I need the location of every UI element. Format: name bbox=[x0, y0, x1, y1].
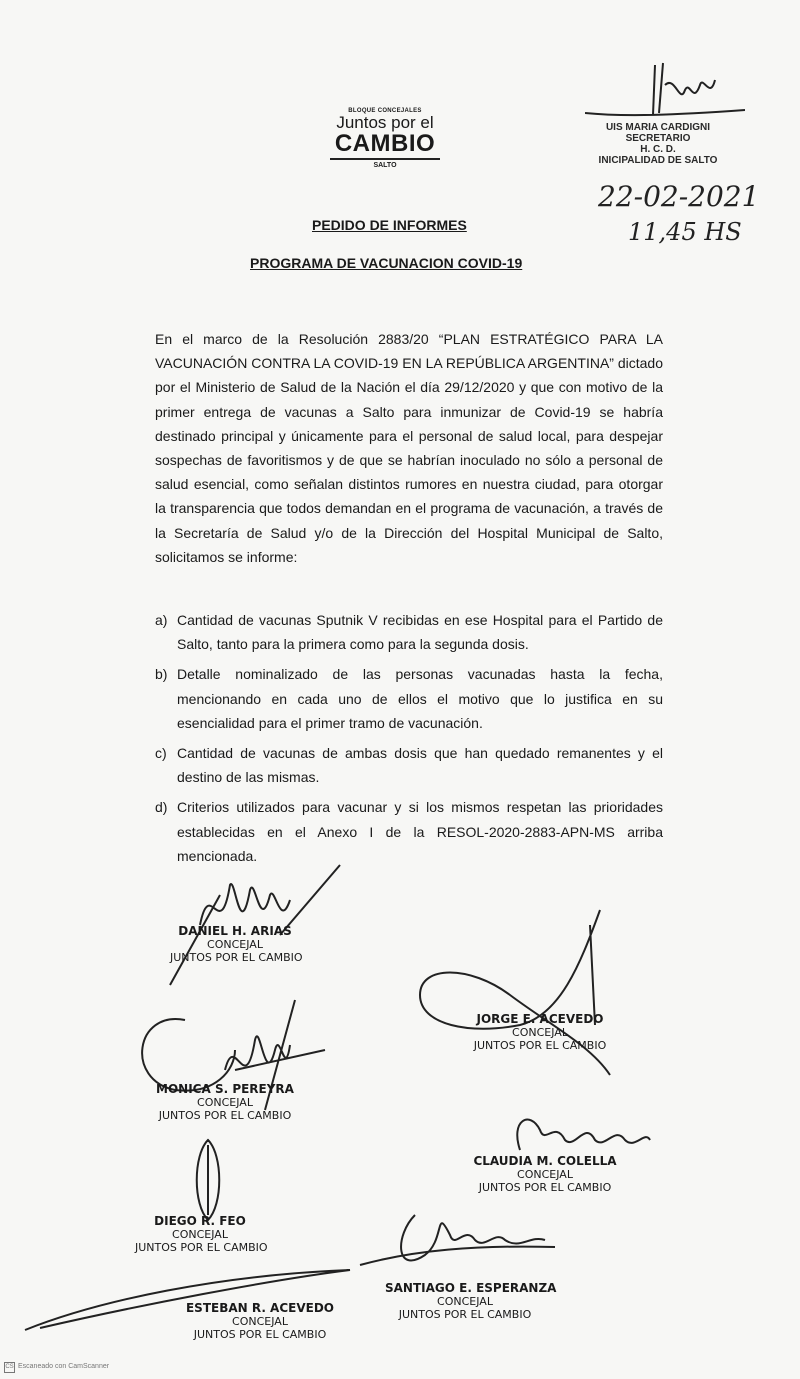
signer-party: JUNTOS POR EL CAMBIO bbox=[135, 1241, 268, 1254]
handwritten-time: 11,45 HS bbox=[628, 218, 742, 246]
handwritten-date: 22-02-2021 bbox=[598, 180, 760, 213]
request-list bbox=[155, 608, 663, 874]
signer-role: CONCEJAL bbox=[517, 1168, 573, 1181]
signer-party: JUNTOS POR EL CAMBIO bbox=[473, 1039, 607, 1052]
logo-line1: Juntos por el bbox=[336, 113, 434, 132]
list-marker: c) bbox=[155, 745, 167, 762]
stamp-role: SECRETARIO bbox=[625, 133, 691, 144]
list-item-text: Cantidad de vacunas Sputnik V recibidas en ese Hospital para el Partido de Salto, tanto para la primera como para la segunda dosis. bbox=[177, 612, 663, 653]
scanner-watermark bbox=[4, 1362, 109, 1373]
signature-scribble-colella bbox=[500, 1100, 660, 1160]
signature-scribble-acevedo-j bbox=[410, 905, 620, 1085]
signer-party: JUNTOS POR EL CAMBIO bbox=[478, 1181, 612, 1194]
signer-name: ESTEBAN R. ACEVEDO bbox=[185, 1301, 334, 1315]
list-item bbox=[155, 608, 663, 656]
signer-role: CONCEJAL bbox=[172, 1228, 228, 1241]
signature-block bbox=[135, 1214, 268, 1254]
signer-party: JUNTOS POR EL CAMBIO bbox=[170, 951, 303, 964]
signer-name: MONICA S. PEREYRA bbox=[156, 1082, 294, 1096]
signer-name: SANTIAGO E. ESPERANZA bbox=[385, 1281, 557, 1295]
signer-party: JUNTOS POR EL CAMBIO bbox=[158, 1109, 292, 1122]
signature-scribble-feo bbox=[188, 1135, 228, 1225]
list-item-text: Cantidad de vacunas de ambas dosis que han quedado remanentes y el destino de las mismas. bbox=[177, 745, 663, 786]
list-marker: b) bbox=[155, 666, 168, 683]
signer-name: JORGE E. ACEVEDO bbox=[476, 1012, 604, 1026]
watermark-text: Escaneado con CamScanner bbox=[18, 1363, 110, 1370]
document-title: PEDIDO DE INFORMES bbox=[312, 217, 467, 233]
signer-name: CLAUDIA M. COLELLA bbox=[473, 1154, 617, 1168]
signature-block bbox=[385, 1281, 557, 1321]
body-paragraph: En el marco de la Resolución 2883/20 “PLAN ESTRATÉGICO PARA LA VACUNACIÓN CONTRA LA COVID-19 EN LA REPÚBLICA ARGENTINA” dictado por el Ministerio de Salud de la Nación el día 29/12/2020 y que con motivo de la primer entrega de vacunas a Salto para inmunizar de Covid-19 se habría destinado principal y únicamente para el personal de salud local, para despejar sospechas de favoritismos y de que se habrían inoculado no sólo a personal de salud esencial, como señalan distintos rumores en nuestra ciudad, para otorgar la transparencia que todos demandan en el programa de vacunación, a través de la Secretaría de Salud y/o de la Dirección del Hospital Municipal de Salto, solicitamos se informe: bbox=[155, 331, 663, 565]
stamp-place: INICIPALIDAD DE SALTO bbox=[598, 155, 718, 166]
logo-line2: CAMBIO bbox=[334, 130, 436, 157]
signer-role: CONCEJAL bbox=[512, 1026, 568, 1039]
document-subtitle: PROGRAMA DE VACUNACION COVID-19 bbox=[250, 255, 523, 271]
list-item-text: Detalle nominalizado de las personas vacunadas hasta la fecha, mencionando en cada uno de ellos el motivo que lo justifica en su esencialidad para el primer tramo de vacunación. bbox=[177, 666, 663, 731]
list-marker: d) bbox=[155, 799, 168, 816]
list-item bbox=[155, 662, 663, 735]
list-item bbox=[155, 795, 663, 868]
signer-role: CONCEJAL bbox=[232, 1315, 288, 1328]
stamp-name: UIS MARIA CARDIGNI bbox=[605, 122, 711, 133]
signer-name: DIEGO R. FEO bbox=[154, 1214, 246, 1228]
logo-rule bbox=[330, 158, 440, 160]
signer-role: CONCEJAL bbox=[197, 1096, 253, 1109]
reception-stamp bbox=[583, 122, 733, 166]
signer-party: JUNTOS POR EL CAMBIO bbox=[193, 1328, 327, 1341]
camscanner-icon: CS bbox=[4, 1362, 15, 1373]
party-logo bbox=[320, 108, 450, 169]
signature-block bbox=[470, 1155, 620, 1194]
signer-name: DANIEL H. ARIAS bbox=[178, 924, 292, 938]
signature-block bbox=[150, 1083, 300, 1122]
signer-role: CONCEJAL bbox=[437, 1295, 493, 1308]
signer-role: CONCEJAL bbox=[207, 938, 263, 951]
logo-bottom-text: SALTO bbox=[373, 162, 397, 169]
list-item bbox=[155, 741, 663, 789]
stamp-signature bbox=[585, 45, 745, 125]
signature-scribble-esperanza bbox=[355, 1195, 585, 1285]
signature-block bbox=[185, 1302, 335, 1341]
signature-block bbox=[465, 1013, 615, 1052]
list-item-text: Criterios utilizados para vacunar y si los mismos respetan las prioridades establecidas en el Anexo I de la RESOL-2020-2883-APN-MS arriba mencionada. bbox=[177, 799, 663, 864]
stamp-body: H. C. D. bbox=[640, 144, 676, 155]
signer-party: JUNTOS POR EL CAMBIO bbox=[398, 1308, 532, 1321]
signature-block bbox=[170, 924, 303, 964]
list-marker: a) bbox=[155, 612, 168, 628]
logo-top-text: BLOQUE CONCEJALES bbox=[348, 108, 422, 114]
